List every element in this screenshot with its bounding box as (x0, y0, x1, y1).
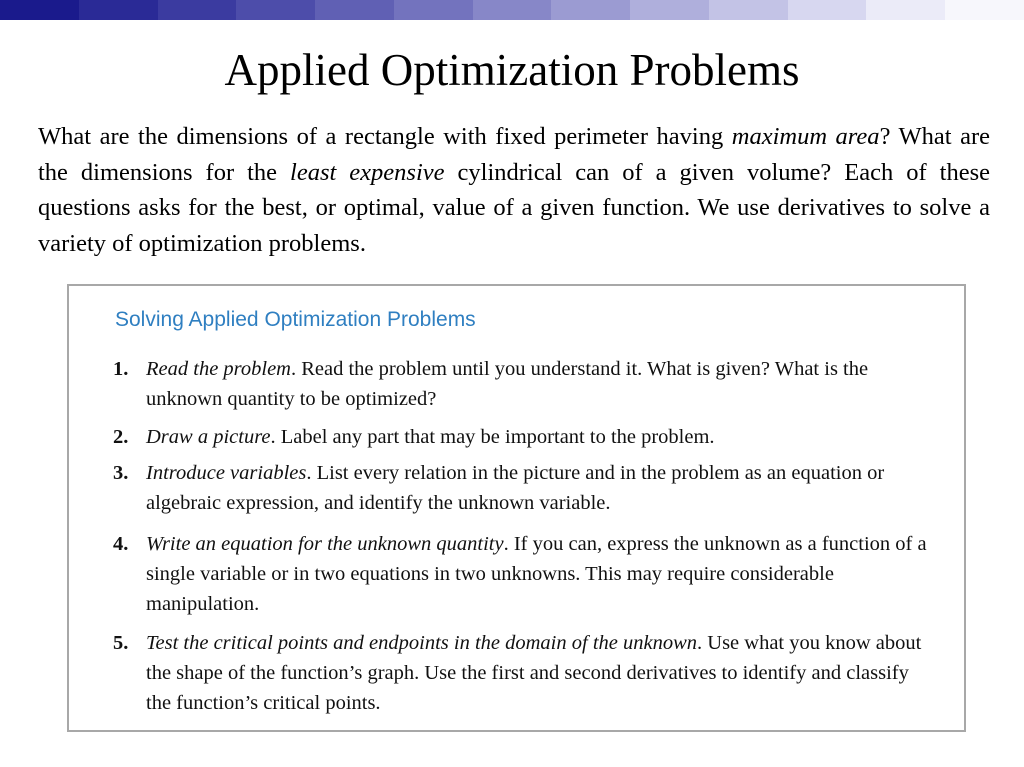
gradient-segment (945, 0, 1024, 20)
step-text: . Use what you know about the shape of the function’s graph. Use the first and second derivatives to identify and classify the function’s critical points. (146, 632, 922, 714)
step-lead: Write an equation for the unknown quantity (146, 533, 504, 555)
procedure-step (113, 458, 933, 518)
procedure-step (113, 529, 933, 619)
gradient-segment (551, 0, 630, 20)
step-number: 5. (113, 632, 129, 654)
gradient-segment (0, 0, 79, 20)
gradient-segment (709, 0, 788, 20)
gradient-segment (315, 0, 394, 20)
intro-emphasis-maximum-area: maximum area (731, 123, 880, 150)
step-number: 2. (113, 426, 129, 448)
intro-text-1: What are the dimensions of a rectangle with fixed perimeter having (38, 123, 732, 150)
procedure-box (67, 284, 966, 732)
gradient-segment (788, 0, 867, 20)
step-number: 4. (113, 533, 129, 555)
gradient-segment (866, 0, 945, 20)
procedure-step (113, 354, 933, 414)
gradient-segment (394, 0, 473, 20)
decorative-gradient-bar (0, 0, 1024, 20)
intro-text-3: cylindrical can of a given volume? Each of these questions asks for the best, or optimal, value of a given function. We use derivatives to solve a variety of optimization problems. (38, 158, 991, 257)
intro-emphasis-least-expensive: least expensive (290, 158, 445, 186)
step-number: 1. (113, 358, 129, 380)
step-text: . Label any part that may be important to the problem. (270, 426, 715, 448)
step-text: . If you can, express the unknown as a function of a single variable or in two equations in two unknowns. This may require considerable manipulation. (146, 533, 927, 615)
step-lead: Read the problem (146, 358, 291, 380)
step-text: . List every relation in the picture and in the problem as an equation or algebraic expression, and identify the unknown variable. (146, 462, 885, 514)
gradient-segment (630, 0, 709, 20)
step-lead: Test the critical points and endpoints in the domain of the unknown (146, 632, 698, 654)
procedure-step (113, 628, 933, 718)
step-lead: Draw a picture (146, 426, 271, 448)
procedure-heading: Solving Applied Optimization Problems (115, 308, 476, 331)
gradient-segment (158, 0, 237, 20)
intro-paragraph (38, 119, 990, 261)
step-text: . Read the problem until you understand it. What is given? What is the unknown quantity to be optimized? (146, 358, 869, 410)
procedure-steps-list (113, 354, 933, 718)
slide-title: Applied Optimization Problems (224, 45, 800, 95)
gradient-segment (236, 0, 315, 20)
step-number: 3. (113, 462, 129, 484)
gradient-segment (473, 0, 552, 20)
intro-text-2: ? What are the dimensions for the (38, 123, 991, 186)
gradient-segment (79, 0, 158, 20)
step-lead: Introduce variables (146, 462, 307, 484)
procedure-step (113, 422, 933, 452)
